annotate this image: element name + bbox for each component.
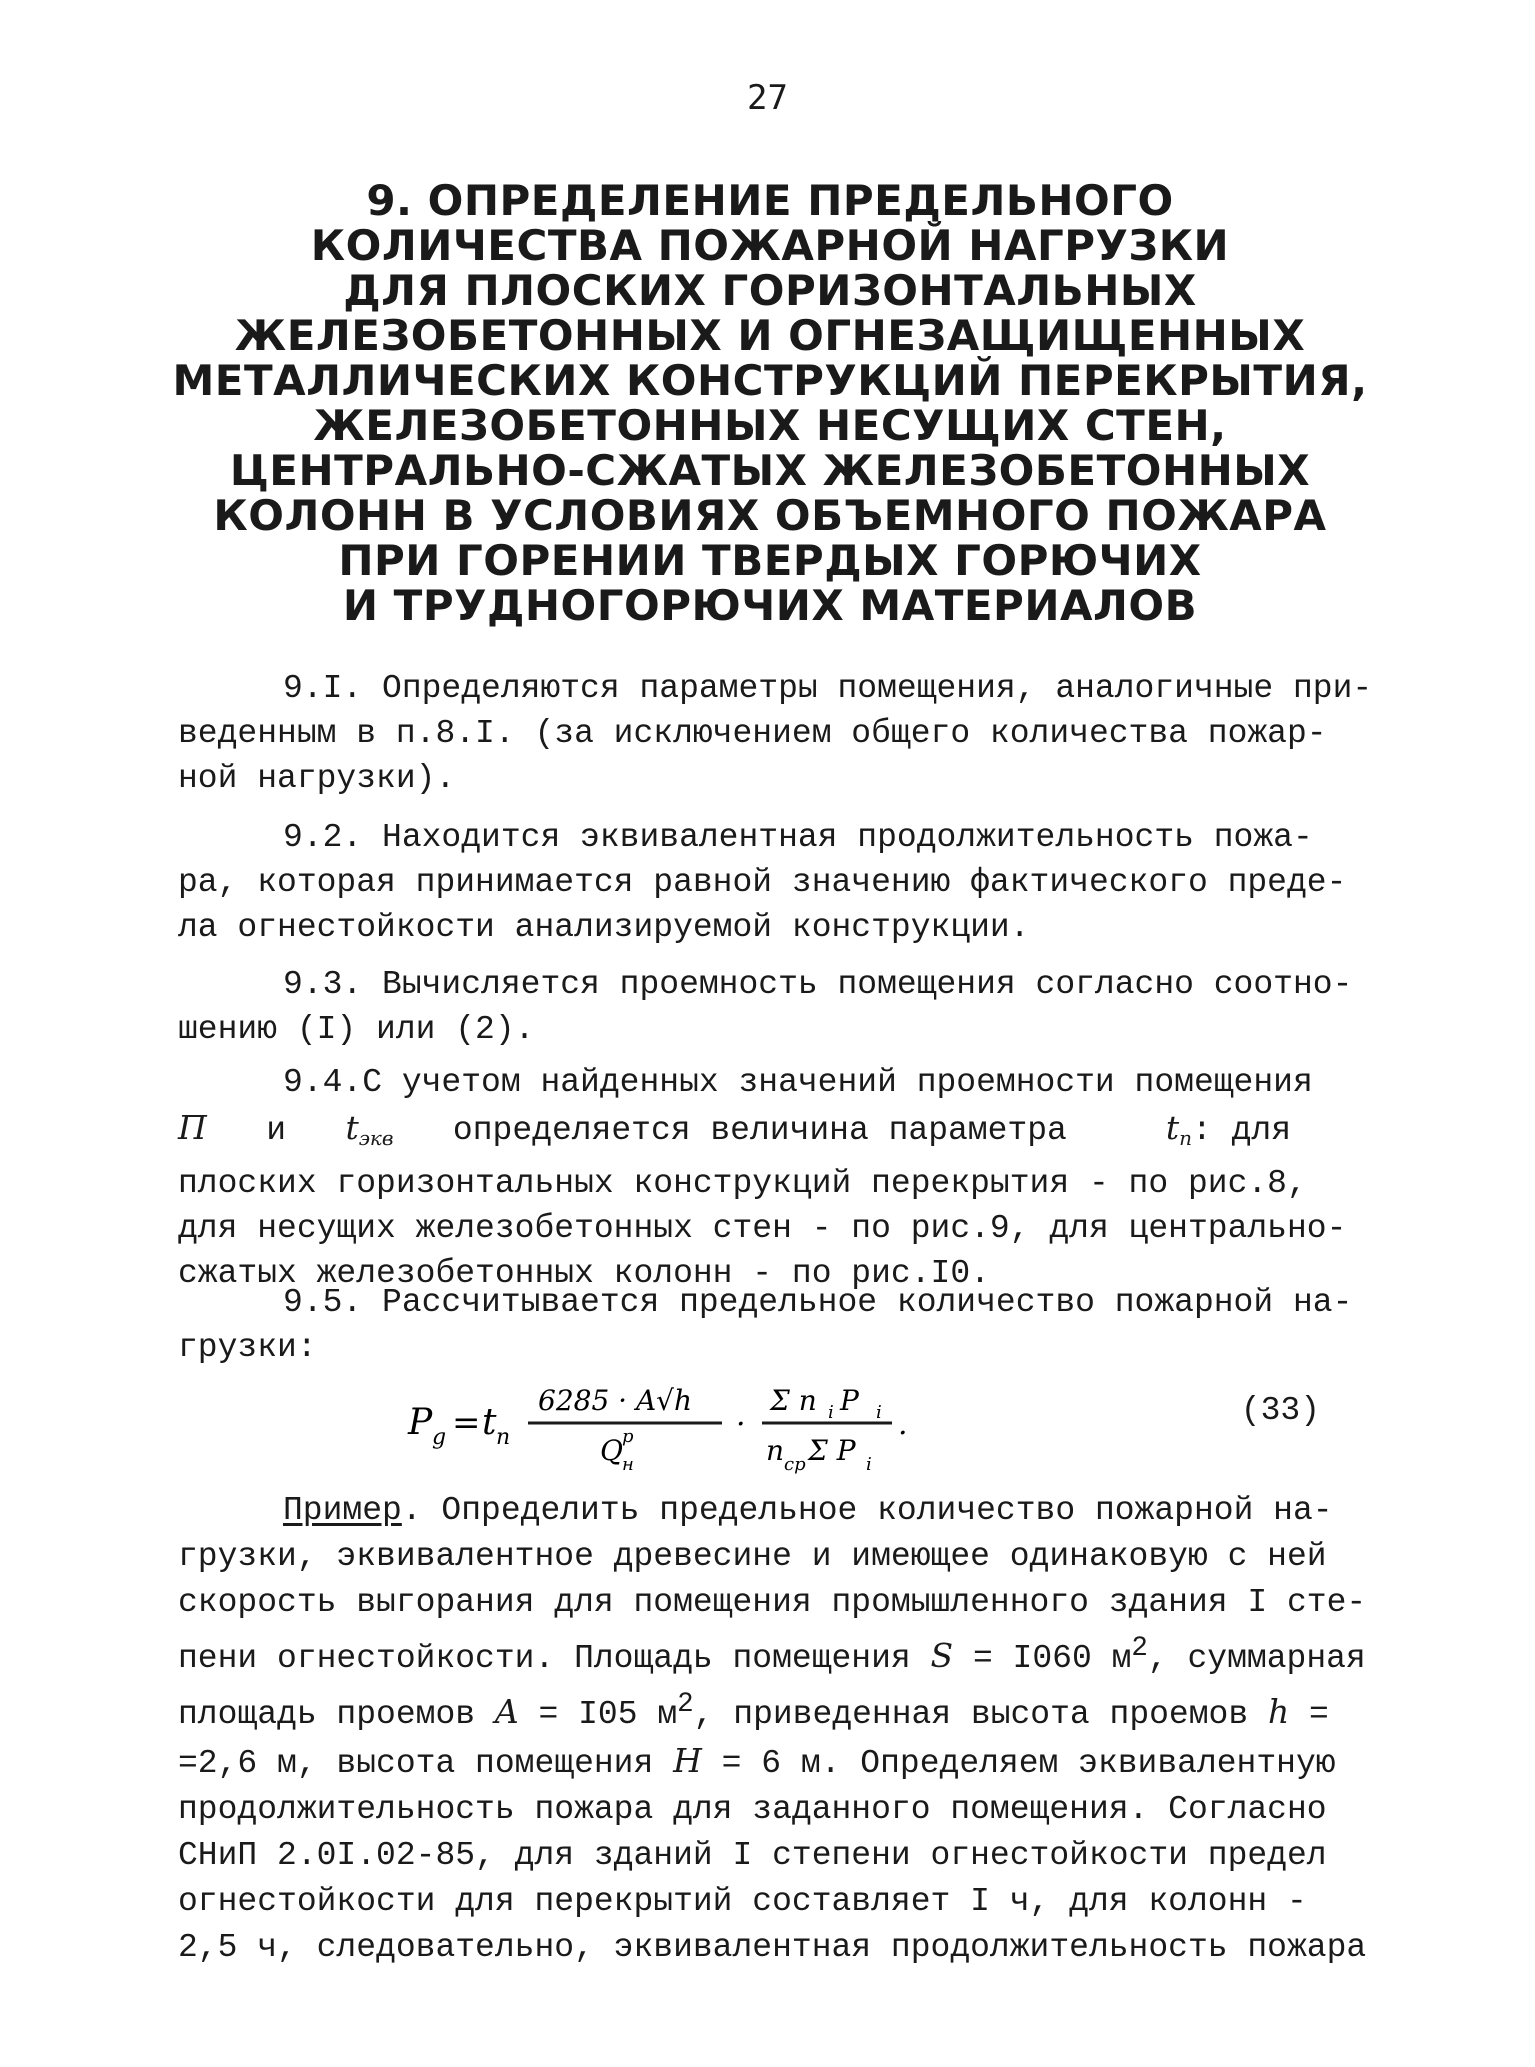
formula-dot: · (736, 1407, 746, 1442)
formula-equals: = (452, 1403, 481, 1443)
subscript-ekv: экв (358, 1126, 394, 1150)
text-line-with-symbols (178, 1105, 1363, 1161)
formula-lhs: P (408, 1402, 433, 1443)
text-line: 9.3. Вычисляется проемность помещения согласно соотно- (283, 966, 1353, 1003)
heading-line: КОЛИЧЕСТВА ПОЖАРНОЙ НАГРУЗКИ (310, 221, 1230, 270)
fraction2-den-tail: Σ P (808, 1434, 856, 1467)
formula-t-sub: п (496, 1425, 511, 1450)
text-fragment: = (1289, 1696, 1329, 1733)
text-line: скорость выгорания для помещения промышленного здания I сте- (178, 1584, 1367, 1621)
subscript-n: п (1179, 1126, 1193, 1150)
superscript: 2 (677, 1689, 694, 1720)
fraction2-den-sub: ср (784, 1454, 806, 1475)
text-line: огнестойкости для перекрытий составляет I ч, для колонн - (178, 1883, 1307, 1920)
section-heading (150, 178, 1390, 628)
text-line: ра, которая принимается равной значению фактического преде- (178, 864, 1347, 901)
fraction1-den-sub: н (622, 1454, 634, 1475)
text-line (178, 1682, 1363, 1738)
text-line: шению (I) или (2). (178, 1011, 535, 1048)
fraction1-numerator: 6285 · A√h (538, 1384, 693, 1417)
text-line: 9.4.С учетом найденных значений проемности помещения (283, 1064, 1313, 1101)
heading-line: КОЛОНН В УСЛОВИЯХ ОБЪЕМНОГО ПОЖАРА (213, 491, 1327, 540)
text-line: 9.2. Находится эквивалентная продолжительность пожа- (283, 819, 1313, 856)
heading-line: ДЛЯ ПЛОСКИХ ГОРИЗОНТАЛЬНЫХ (343, 266, 1197, 315)
example-label: Пример (283, 1492, 402, 1529)
paragraph-9-1 (178, 666, 1373, 801)
text-fragment: : для (1192, 1112, 1292, 1149)
text-fragment: , суммарная (1147, 1640, 1366, 1677)
text-fragment: пени огнестойкости. Площадь помещения (178, 1640, 931, 1677)
text-line: 9.I. Определяются параметры помещения, аналогичные при- (283, 670, 1373, 707)
symbol-A: A (494, 1692, 519, 1731)
fraction2-num-tail-sub: i (876, 1402, 882, 1423)
text-fragment: площадь проемов (178, 1696, 495, 1733)
formula-t: t (482, 1402, 497, 1443)
heading-line: ПРИ ГОРЕНИИ ТВЕРДЫХ ГОРЮЧИХ (338, 536, 1202, 585)
text-line: ла огнестойкости анализируемой конструкции. (178, 909, 1030, 946)
text-line: ной нагрузки). (178, 760, 456, 797)
heading-line: ЖЕЛЕЗОБЕТОННЫХ НЕСУЩИХ СТЕН, (313, 401, 1227, 450)
fraction1-den-sup: p (622, 1426, 634, 1447)
heading-line: ЦЕНТРАЛЬНО-СЖАТЫХ ЖЕЛЕЗОБЕТОННЫХ (229, 446, 1311, 495)
page-number: 27 (747, 78, 788, 118)
symbol-H: H (673, 1741, 702, 1780)
fraction2-num-tail: P (840, 1384, 859, 1417)
formula-lhs-sub: g (432, 1425, 447, 1450)
text-line: для несущих железобетонных стен - по рис.9, для центрально- (178, 1210, 1347, 1247)
text-fragment: = I05 м (518, 1696, 678, 1733)
fraction1-denominator: Q (600, 1434, 623, 1467)
text-line: веденным в п.8.I. (за исключением общего количества пожар- (178, 715, 1327, 752)
paragraph-9-5 (178, 1280, 1363, 1370)
heading-line: МЕТАЛЛИЧЕСКИХ КОНСТРУКЦИЙ ПЕРЕКРЫТИЯ, (172, 356, 1368, 405)
text-fragment: = I060 м (953, 1640, 1132, 1677)
text-line (178, 1738, 1363, 1787)
fraction2-den-tail-sub: i (866, 1454, 872, 1475)
word-and: и (266, 1112, 287, 1149)
paragraph-9-4 (178, 1060, 1363, 1296)
fraction2-num-sub: i (828, 1402, 834, 1423)
text-fragment: =2,6 м, высота помещения (178, 1745, 674, 1782)
symbol-t-n (1165, 1108, 1193, 1150)
heading-line: И ТРУДНОГОРЮЧИХ МАТЕРИАЛОВ (342, 581, 1198, 630)
text-line: 9.5. Рассчитывается предельное количество пожарной на- (283, 1284, 1353, 1321)
symbol-h: h (1267, 1692, 1290, 1731)
paragraph-9-3 (178, 962, 1363, 1052)
symbol-S: S (930, 1636, 954, 1675)
heading-line: 9. ОПРЕДЕЛЕНИЕ ПРЕДЕЛЬНОГО (366, 176, 1174, 225)
text-fragment: . Определить предельное количество пожарной на- (401, 1492, 1333, 1529)
text-line: 2,5 ч, следовательно, эквивалентная продолжительность пожара (178, 1929, 1367, 1966)
symbol-t-ekv (345, 1108, 394, 1150)
text-line: грузки: (178, 1329, 317, 1366)
text-line: плоских горизонтальных конструкций перекрытия - по рис.8, (178, 1165, 1307, 1202)
fraction2-numerator: Σ n (770, 1384, 817, 1417)
text-fragment: = 6 м. Определяем эквивалентную (701, 1745, 1336, 1782)
paragraph-9-2 (178, 815, 1363, 950)
fraction2-denominator: n (766, 1434, 785, 1467)
text-line: СНиП 2.0I.02-85, для зданий I степени огнестойкости предел (178, 1837, 1327, 1874)
heading-line: ЖЕЛЕЗОБЕТОННЫХ И ОГНЕЗАЩИЩЕННЫХ (234, 311, 1306, 360)
formula-end: . (898, 1407, 908, 1442)
text-line: грузки, эквивалентное древесине и имеющее одинаковую с ней (178, 1538, 1327, 1575)
text-line (178, 1488, 1363, 1534)
superscript: 2 (1131, 1633, 1148, 1664)
equation-number: (33) (1240, 1392, 1320, 1429)
text-line (178, 1626, 1366, 1682)
text-fragment: определяется величина параметра (452, 1112, 1067, 1149)
formula-graphic (400, 1368, 1120, 1478)
symbol-t: t (345, 1108, 359, 1147)
text-line: продолжительность пожара для заданного помещения. Согласно (178, 1791, 1327, 1828)
formula-33 (400, 1368, 1360, 1478)
symbol-t: t (1165, 1108, 1180, 1147)
text-fragment: , приведенная высота проемов (693, 1696, 1268, 1733)
text-line: сжатых железобетонных колонн - по рис.I0. (178, 1255, 990, 1292)
symbol-P: П (178, 1108, 207, 1147)
example-paragraph (178, 1488, 1367, 1971)
